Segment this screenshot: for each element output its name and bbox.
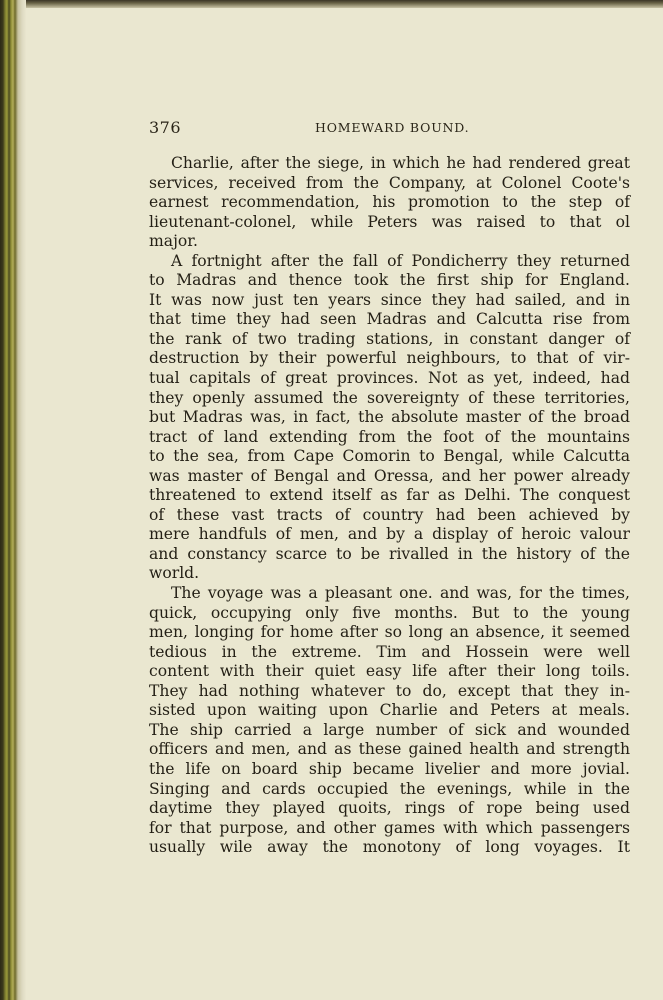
text-line: and constancy scarce to be rivalled in the history of the <box>149 544 630 563</box>
book-spine <box>0 0 26 1000</box>
text-line: The voyage was a pleasant one. and was, for the times, <box>171 584 630 603</box>
text-line: the life on board ship became livelier and more jovial. <box>149 759 630 778</box>
text-line: major. <box>149 232 199 251</box>
text-line: world. <box>149 564 200 583</box>
text-line: sisted upon waiting upon Charlie and Peters at meals. <box>149 701 630 720</box>
text-line: was master of Bengal and Oressa, and her power already <box>149 466 630 485</box>
text-line: The ship carried a large number of sick and wounded <box>149 720 630 739</box>
text-line: of these vast tracts of country had been achieved by <box>149 505 630 524</box>
text-line: content with their quiet easy life after their long toils. <box>149 662 630 681</box>
text-line: It was now just ten years since they had sailed, and in <box>149 290 630 309</box>
text-line: to Madras and thence took the first ship for England. <box>149 271 630 290</box>
top-edge-shadow <box>0 0 663 8</box>
text-line: usually wile away the monotony of long voyages. It <box>149 838 630 857</box>
text-line: lieutenant-colonel, while Peters was raised to that ol <box>149 212 630 231</box>
page-number: 376 <box>149 118 182 137</box>
text-line: Charlie, after the siege, in which he had rendered great <box>171 154 630 172</box>
text-line: that time they had seen Madras and Calcutta rise from <box>149 310 630 329</box>
text-line: for that purpose, and other games with which passengers <box>149 818 630 837</box>
text-line: tedious in the extreme. Tim and Hossein were well <box>149 642 630 661</box>
text-line: daytime they played quoits, rings of rope being used <box>149 799 630 818</box>
text-line: men, longing for home after so long an absence, it seemed <box>149 623 630 642</box>
text-line: earnest recommendation, his promotion to the step of <box>149 193 630 212</box>
text-line: but Madras was, in fact, the absolute master of the broad <box>149 408 630 427</box>
text-line: officers and men, and as these gained health and strength <box>149 740 630 759</box>
text-line: services, received from the Company, at Colonel Coote's <box>149 173 630 192</box>
body-text <box>149 154 630 858</box>
text-line: to the sea, from Cape Comorin to Bengal, while Calcutta <box>149 447 630 466</box>
text-line: Singing and cards occupied the evenings, while in the <box>149 779 630 798</box>
text-line: They had nothing whatever to do, except that they in- <box>149 681 630 700</box>
text-line: threatened to extend itself as far as Delhi. The conquest <box>149 486 630 505</box>
text-line: they openly assumed the sovereignty of these territories, <box>149 388 630 407</box>
page-header <box>149 118 633 138</box>
text-line: destruction by their powerful neighbours, to that of vir- <box>149 349 630 368</box>
text-line: the rank of two trading stations, in constant danger of <box>149 329 630 348</box>
text-line: A fortnight after the fall of Pondicherry they returned <box>171 251 630 270</box>
text-line: tract of land extending from the foot of the mountains <box>149 427 630 446</box>
running-title: HOMEWARD BOUND. <box>315 120 470 135</box>
text-line: quick, occupying only five months. But to the young <box>149 603 630 622</box>
text-line: tual capitals of great provinces. Not as yet, indeed, had <box>149 369 630 388</box>
text-line: mere handfuls of men, and by a display of heroic valour <box>149 525 630 544</box>
